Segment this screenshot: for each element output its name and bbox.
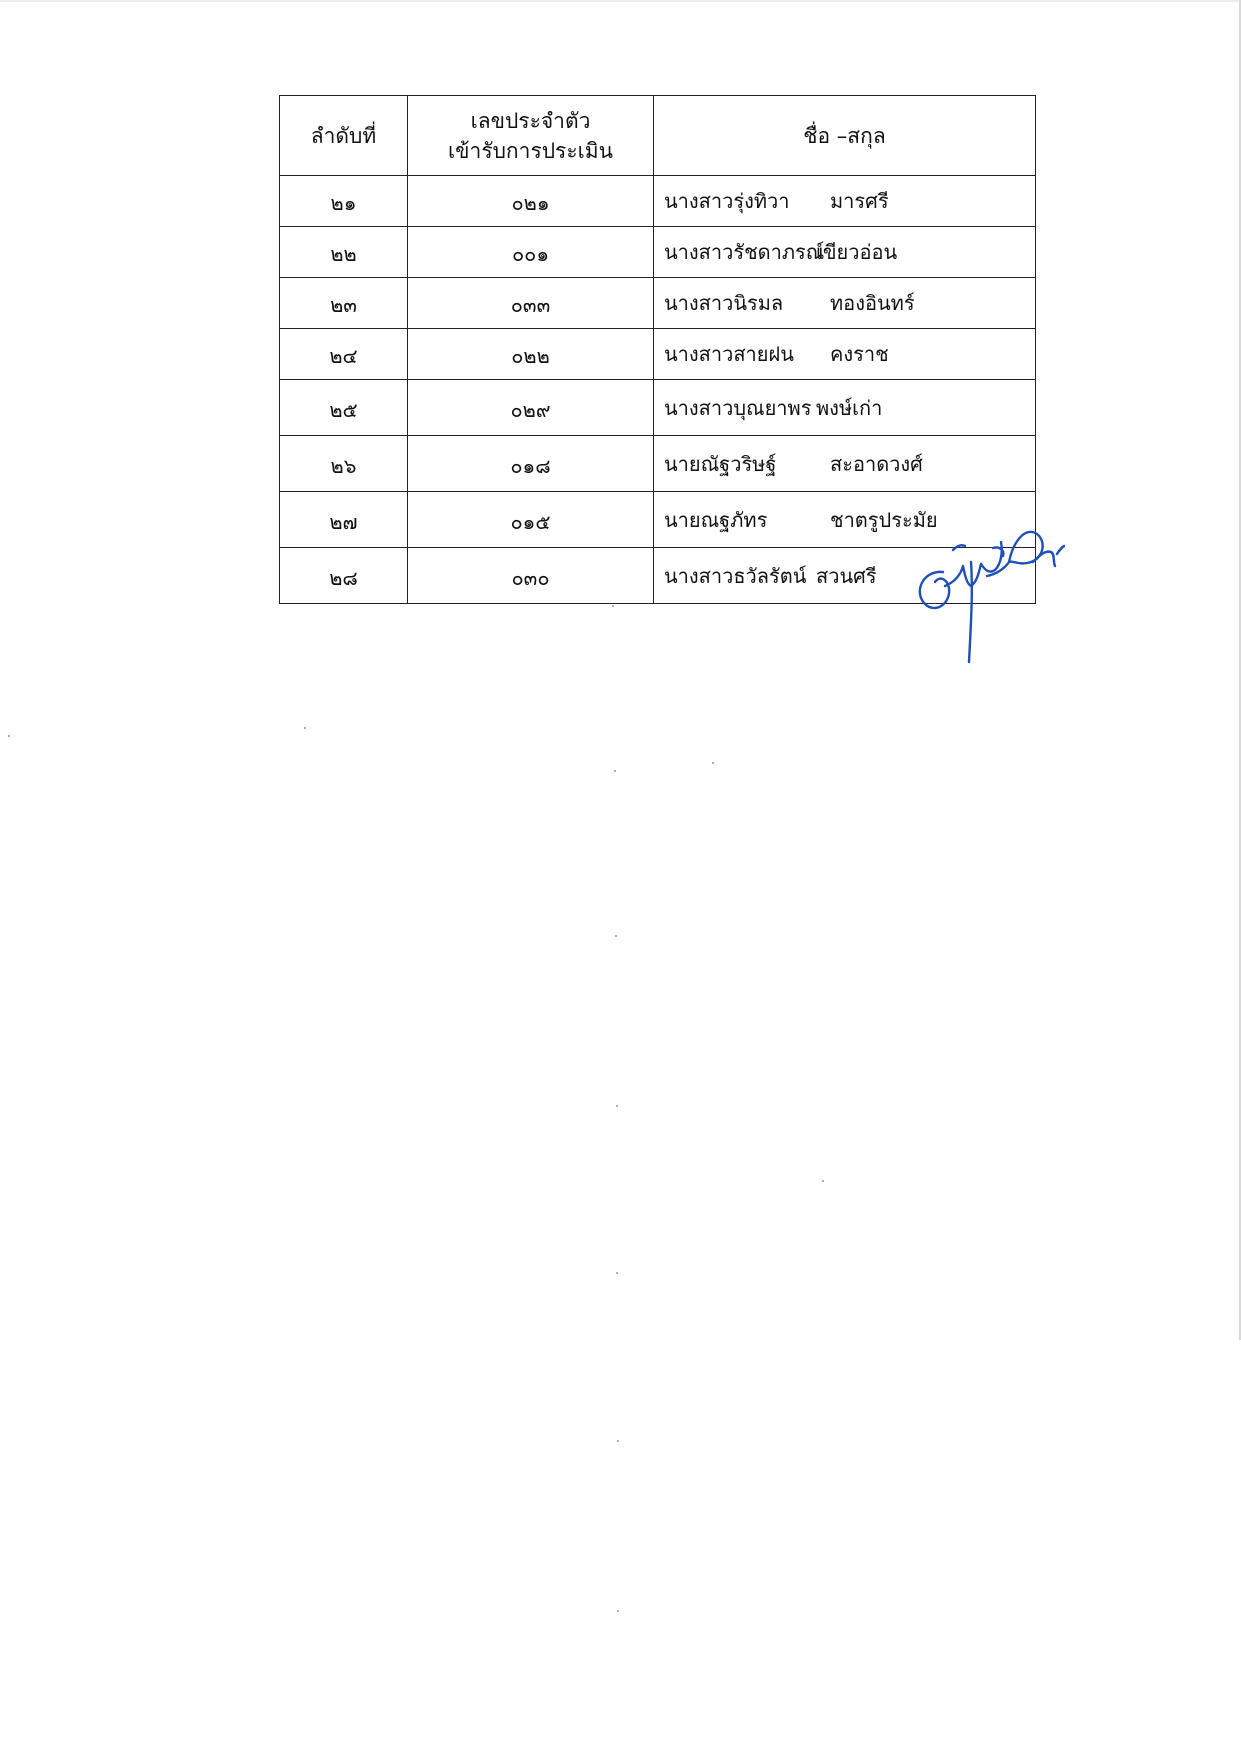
scan-speck [612,605,614,607]
row-candidate-id: ๐๒๑ [408,176,654,227]
header-candidate-id-line2: เข้ารับการประเมิน [448,138,613,163]
row-sequence: ๒๑ [280,176,408,227]
handwritten-signature-icon [905,512,1065,672]
row-candidate-id: ๐๑๘ [408,436,654,492]
last-name: พงษ์เก่า [816,395,883,420]
first-name: นางสาวสายฝน [664,342,794,366]
scan-speck [712,762,714,764]
last-name: สะอาดวงศ์ [830,451,923,476]
row-sequence: ๒๗ [280,492,408,548]
row-candidate-id: ๐๓๓ [408,278,654,329]
last-name: เขียวอ่อน [816,240,898,264]
row-full-name [654,380,1036,436]
first-name: นายณัฐวริษฐ์ [664,451,777,476]
row-sequence: ๒๕ [280,380,408,436]
last-name: ทองอินทร์ [830,291,915,315]
header-full-name: ชื่อ –สกุล [654,96,1036,176]
row-candidate-id: ๐๐๑ [408,227,654,278]
first-name: นางสาวบุณยาพร [664,395,812,420]
first-name: นางสาวนิรมล [664,291,784,315]
table-row [280,227,1036,278]
header-candidate-id-line1: เลขประจำตัว [470,108,591,133]
scan-speck [616,1272,618,1274]
row-full-name [654,436,1036,492]
table-header-row [280,96,1036,176]
row-sequence: ๒๖ [280,436,408,492]
row-full-name [654,278,1036,329]
header-candidate-id [408,96,654,176]
scan-edge-top [0,0,1241,2]
scan-speck [615,935,617,937]
scan-speck [614,770,616,772]
first-name: นายณฐภัทร [664,507,768,532]
header-sequence: ลำดับที่ [280,96,408,176]
last-name: สวนศรี [816,563,877,588]
table-row [280,380,1036,436]
row-sequence: ๒๘ [280,548,408,604]
scan-speck [304,727,306,729]
last-name: มารศรี [830,189,889,213]
row-full-name [654,329,1036,380]
table-row [280,329,1036,380]
first-name: นางสาวรัชดาภรณ์ [664,240,825,264]
table-row [280,176,1036,227]
scan-speck [8,735,10,737]
row-candidate-id: ๐๒๒ [408,329,654,380]
row-sequence: ๒๔ [280,329,408,380]
row-candidate-id: ๐๓๐ [408,548,654,604]
scan-speck [617,1610,619,1612]
scan-speck [617,1440,619,1442]
row-sequence: ๒๒ [280,227,408,278]
scan-speck [616,1105,618,1107]
row-candidate-id: ๐๒๙ [408,380,654,436]
row-sequence: ๒๓ [280,278,408,329]
table-row [280,436,1036,492]
row-full-name [654,176,1036,227]
last-name: คงราช [830,342,889,366]
first-name: นางสาวรุ่งทิวา [664,189,790,213]
row-full-name [654,227,1036,278]
table-row [280,278,1036,329]
scan-speck [822,1180,824,1182]
row-candidate-id: ๐๑๕ [408,492,654,548]
last-name: ชาตรูประมัย [830,507,938,532]
first-name: นางสาวธวัลรัตน์ [664,563,807,588]
